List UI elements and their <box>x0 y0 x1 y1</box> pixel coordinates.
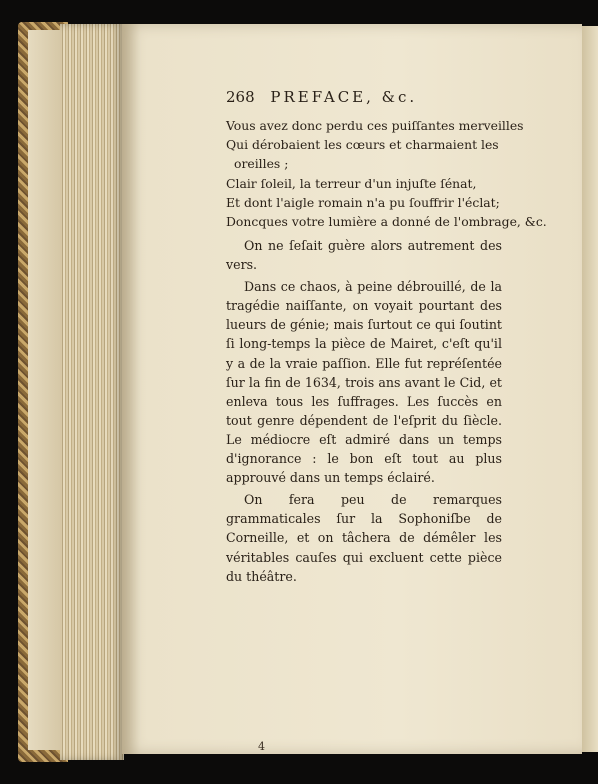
paragraph: On ne ſeſait guère alors autrement des vers. <box>226 238 502 273</box>
next-page-edge <box>582 26 598 752</box>
verse-line: Qui dérobaient les cœurs et charmaient les <box>226 137 499 153</box>
paragraph: On fera peu de remarques grammaticales ſur la Sophoniſbe de Corneille, et on tâchera de démêler les véritables cauſes qui excluent cette pièce du théâtre. <box>226 492 502 584</box>
verse-line: Clair ſoleil, la terreur d'un injuſte ſénat, <box>226 175 477 191</box>
running-head <box>226 88 502 106</box>
verse-line: Et dont l'aigle romain n'a pu ſouffrir l'éclat; <box>226 194 500 210</box>
paragraph: Dans ce chaos, à peine débrouillé, de la tragédie naiſſante, on voyait pourtant des lueurs de génie; mais ſurtout ce qui ſoutint ſi long-temps la pièce de Mairet, c'eſt qu'il y a de la vraie paſſion. Elle fut repréſentée ſur la fin de 1634, trois ans avant le Cid, et enleva tous les ſuffrages. Les ſuccès en tout genre dépendent de l'eſprit du ſiècle. Le médiocre eſt admiré dans un temps d'ignorance : le bon eſt tout au plus approuvé dans un temps éclairé. <box>226 279 502 486</box>
page-stack-edges <box>60 24 124 760</box>
running-head-title: PREFACE, &c. <box>270 88 418 106</box>
verse-quotation <box>226 116 547 231</box>
facing-page-edge <box>28 30 60 750</box>
verse-line: Doncques votre lumière a donné de l'ombrage, &c. <box>226 214 547 230</box>
verse-line: Vous avez donc perdu ces puiſſantes merveilles <box>226 118 524 133</box>
footer-mark: 4 <box>258 740 265 753</box>
page-number: 268 <box>226 88 255 106</box>
verse-line: oreilles ; <box>234 156 289 172</box>
body-text <box>226 236 502 586</box>
